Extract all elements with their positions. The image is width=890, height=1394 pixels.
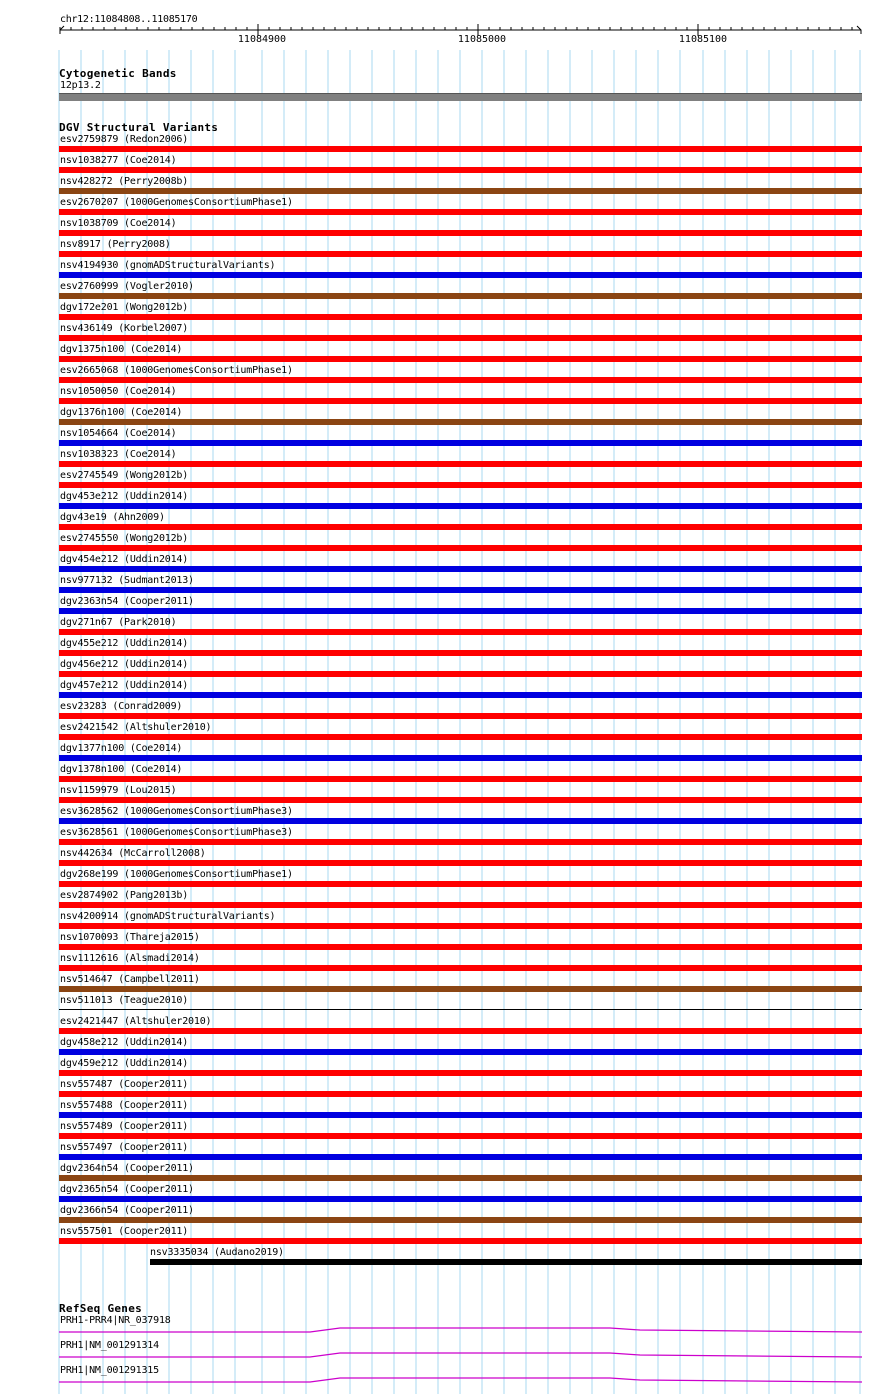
variant-label[interactable]: nsv557489 (Cooper2011) — [60, 1121, 189, 1132]
variant-label[interactable]: nsv1038323 (Coe2014) — [60, 449, 177, 460]
variant-label[interactable]: esv2665068 (1000GenomesConsortiumPhase1) — [60, 365, 293, 376]
variant-label[interactable]: dgv2365n54 (Cooper2011) — [60, 1184, 194, 1195]
variant-label[interactable]: dgv456e212 (Uddin2014) — [60, 659, 189, 670]
variant-label[interactable]: dgv2363n54 (Cooper2011) — [60, 596, 194, 607]
variant-label[interactable]: nsv436149 (Korbel2007) — [60, 323, 189, 334]
variant-label[interactable]: nsv514647 (Campbell2011) — [60, 974, 200, 985]
variant-label[interactable]: dgv43e19 (Ahn2009) — [60, 512, 165, 523]
variant-label[interactable]: dgv2364n54 (Cooper2011) — [60, 1163, 194, 1174]
gene-label[interactable]: PRH1|NM_001291315 — [60, 1365, 159, 1376]
variant-label[interactable]: dgv1378n100 (Coe2014) — [60, 764, 183, 775]
cytoband-label: 12p13.2 — [60, 80, 101, 91]
variant-label[interactable]: dgv453e212 (Uddin2014) — [60, 491, 189, 502]
variant-label[interactable]: nsv1038277 (Coe2014) — [60, 155, 177, 166]
gene-model — [59, 1353, 862, 1357]
variant-label[interactable]: nsv557487 (Cooper2011) — [60, 1079, 189, 1090]
variant-label[interactable]: nsv4194930 (gnomADStructuralVariants) — [60, 260, 276, 271]
variant-label[interactable]: esv2760999 (Vogler2010) — [60, 281, 194, 292]
variant-label[interactable]: esv2874902 (Pang2013b) — [60, 890, 189, 901]
variant-label[interactable]: esv3628561 (1000GenomesConsortiumPhase3) — [60, 827, 293, 838]
variant-label[interactable]: nsv1050050 (Coe2014) — [60, 386, 177, 397]
variant-label[interactable]: esv2670207 (1000GenomesConsortiumPhase1) — [60, 197, 293, 208]
variant-label[interactable]: dgv1375n100 (Coe2014) — [60, 344, 183, 355]
variant-label[interactable]: nsv1070093 (Thareja2015) — [60, 932, 200, 943]
variant-label[interactable]: dgv455e212 (Uddin2014) — [60, 638, 189, 649]
variant-label[interactable]: esv2745549 (Wong2012b) — [60, 470, 189, 481]
tick-label-3: 11085100 — [678, 34, 728, 45]
variant-label[interactable]: nsv1054664 (Coe2014) — [60, 428, 177, 439]
variant-label[interactable]: nsv1038709 (Coe2014) — [60, 218, 177, 229]
variant-label[interactable]: nsv442634 (McCarroll2008) — [60, 848, 206, 859]
variant-label[interactable]: esv3628562 (1000GenomesConsortiumPhase3) — [60, 806, 293, 817]
variant-label[interactable]: esv2421447 (Altshuler2010) — [60, 1016, 212, 1027]
variant-label[interactable]: nsv557497 (Cooper2011) — [60, 1142, 189, 1153]
variant-label[interactable]: nsv557488 (Cooper2011) — [60, 1100, 189, 1111]
variant-label[interactable]: nsv428272 (Perry2008b) — [60, 176, 189, 187]
variant-label[interactable]: esv2745550 (Wong2012b) — [60, 533, 189, 544]
track-title-dgv: DGV Structural Variants — [59, 121, 219, 134]
variant-label[interactable]: nsv4200914 (gnomADStructuralVariants) — [60, 911, 276, 922]
tick-label-1: 11084900 — [237, 34, 287, 45]
variant-label[interactable]: dgv454e212 (Uddin2014) — [60, 554, 189, 565]
gene-model — [59, 1378, 862, 1382]
variant-label[interactable]: dgv1376n100 (Coe2014) — [60, 407, 183, 418]
track-title-cytobands: Cytogenetic Bands — [59, 67, 177, 80]
variant-label[interactable]: nsv1112616 (Alsmadi2014) — [60, 953, 200, 964]
tick-label-2: 11085000 — [457, 34, 507, 45]
region-coordinates: chr12:11084808..11085170 — [60, 14, 198, 25]
variant-label[interactable]: esv2421542 (Altshuler2010) — [60, 722, 212, 733]
variant-label[interactable]: dgv459e212 (Uddin2014) — [60, 1058, 189, 1069]
variant-label[interactable]: dgv172e201 (Wong2012b) — [60, 302, 189, 313]
variant-label[interactable]: nsv977132 (Sudmant2013) — [60, 575, 194, 586]
gene-label[interactable]: PRH1|NM_001291314 — [60, 1340, 159, 1351]
track-title-refseq: RefSeq Genes — [59, 1302, 143, 1315]
variant-label[interactable]: dgv458e212 (Uddin2014) — [60, 1037, 189, 1048]
gene-label[interactable]: PRH1-PRR4|NR_037918 — [60, 1315, 171, 1326]
variant-label[interactable]: esv2759879 (Redon2006) — [60, 134, 189, 145]
gene-model — [59, 1328, 862, 1332]
variant-label[interactable]: dgv1377n100 (Coe2014) — [60, 743, 183, 754]
variant-label[interactable]: dgv457e212 (Uddin2014) — [60, 680, 189, 691]
variant-label[interactable]: dgv268e199 (1000GenomesConsortiumPhase1) — [60, 869, 293, 880]
variant-label[interactable]: esv23283 (Conrad2009) — [60, 701, 183, 712]
variant-label[interactable]: nsv557501 (Cooper2011) — [60, 1226, 189, 1237]
variant-label[interactable]: nsv511013 (Teague2010) — [60, 995, 189, 1006]
variant-label[interactable]: nsv1159979 (Lou2015) — [60, 785, 177, 796]
variant-label[interactable]: dgv271n67 (Park2010) — [60, 617, 177, 628]
variant-label[interactable]: nsv8917 (Perry2008) — [60, 239, 171, 250]
variant-label[interactable]: dgv2366n54 (Cooper2011) — [60, 1205, 194, 1216]
variant-label[interactable]: nsv3335034 (Audano2019) — [150, 1247, 284, 1258]
